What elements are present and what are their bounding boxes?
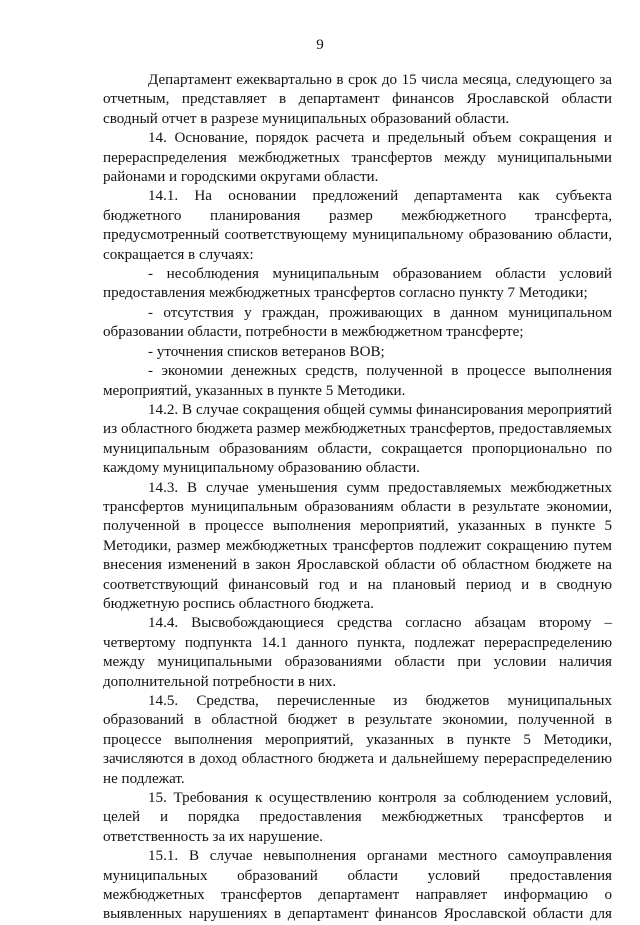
paragraph-section-15-heading: 15. Требования к осуществлению контроля за соблюдением условий, целей и порядка предоставления межбюджетных трансфертов и ответственность за их нарушение. xyxy=(103,790,612,845)
paragraph-14-1: 14.1. На основании предложений департамента как субъекта бюджетного планирования размер межбюджетного трансферта, предусмотренный соответствующему муниципальному образованию области, сокращается в случаях: xyxy=(103,188,612,263)
paragraph-15-1: 15.1. В случае невыполнения органами местного самоуправления муниципальных образований области условий предоставления межбюджетных трансфертов департамент направляет информацию о выявленных нарушениях в департамент финансов Ярославской области для xyxy=(103,848,612,923)
list-item-no-need: - отсутствия у граждан, проживающих в данном муниципальном образовании области, потребности в межбюджетном трансферте; xyxy=(103,304,612,341)
paragraph-14-4: 14.4. Высвобождающиеся средства согласно абзацам второму – четвертому подпункта 14.1 данного пункта, подлежат перераспределению между муниципальными образованиями области при условии наличия дополнительной потребности в них. xyxy=(103,615,612,690)
list-item-veterans-lists: - уточнения списков ветеранов ВОВ; xyxy=(148,343,385,360)
list-item-noncompliance: - несоблюдения муниципальным образованием области условий предоставления межбюджетных трансфертов согласно пункту 7 Методики; xyxy=(103,266,612,302)
paragraph-14-5: 14.5. Средства, перечисленные из бюджетов муниципальных образований в областной бюджет в результате экономии, полученной в процессе выполнения мероприятий, указанных в пункте 5 Методики, зачисляются в доход областного бюджета и дальнейшему перераспределению не подлежат. xyxy=(103,693,612,787)
paragraph-report-submission: Департамент ежеквартально в срок до 15 числа месяца, следующего за отчетным, представляет в департамент финансов Ярославской области сводный отчет в разрезе муниципальных образований области. xyxy=(103,72,612,127)
paragraph-section-14-heading: 14. Основание, порядок расчета и предельный объем сокращения и перераспределения межбюджетных трансфертов между муниципальными районами и городскими округами области. xyxy=(103,130,612,186)
page-number: 9 xyxy=(316,37,324,53)
list-item-savings: - экономии денежных средств, полученной в процессе выполнения мероприятий, указанных в пункте 5 Методики. xyxy=(103,363,612,399)
paragraph-14-3: 14.3. В случае уменьшения сумм предоставляемых межбюджетных трансфертов муниципальным образованиям области в результате экономии, полученной в процессе выполнения мероприятий, указанных в пункте 5 Методики, размер межбюджетных трансфертов подлежит сокращению путем внесения изменений в закон Ярославской области об областном бюджете на соответствующий финансовый год и на плановый период и в сводную бюджетную роспись областного бюджета. xyxy=(103,479,612,612)
document-body xyxy=(103,71,612,925)
paragraph-14-2: 14.2. В случае сокращения общей суммы финансирования мероприятий из областного бюджета размер межбюджетных трансфертов, предоставляемых муниципальным образованиям области, сокращается пропорционально по каждому муниципальному образованию области. xyxy=(103,401,612,477)
